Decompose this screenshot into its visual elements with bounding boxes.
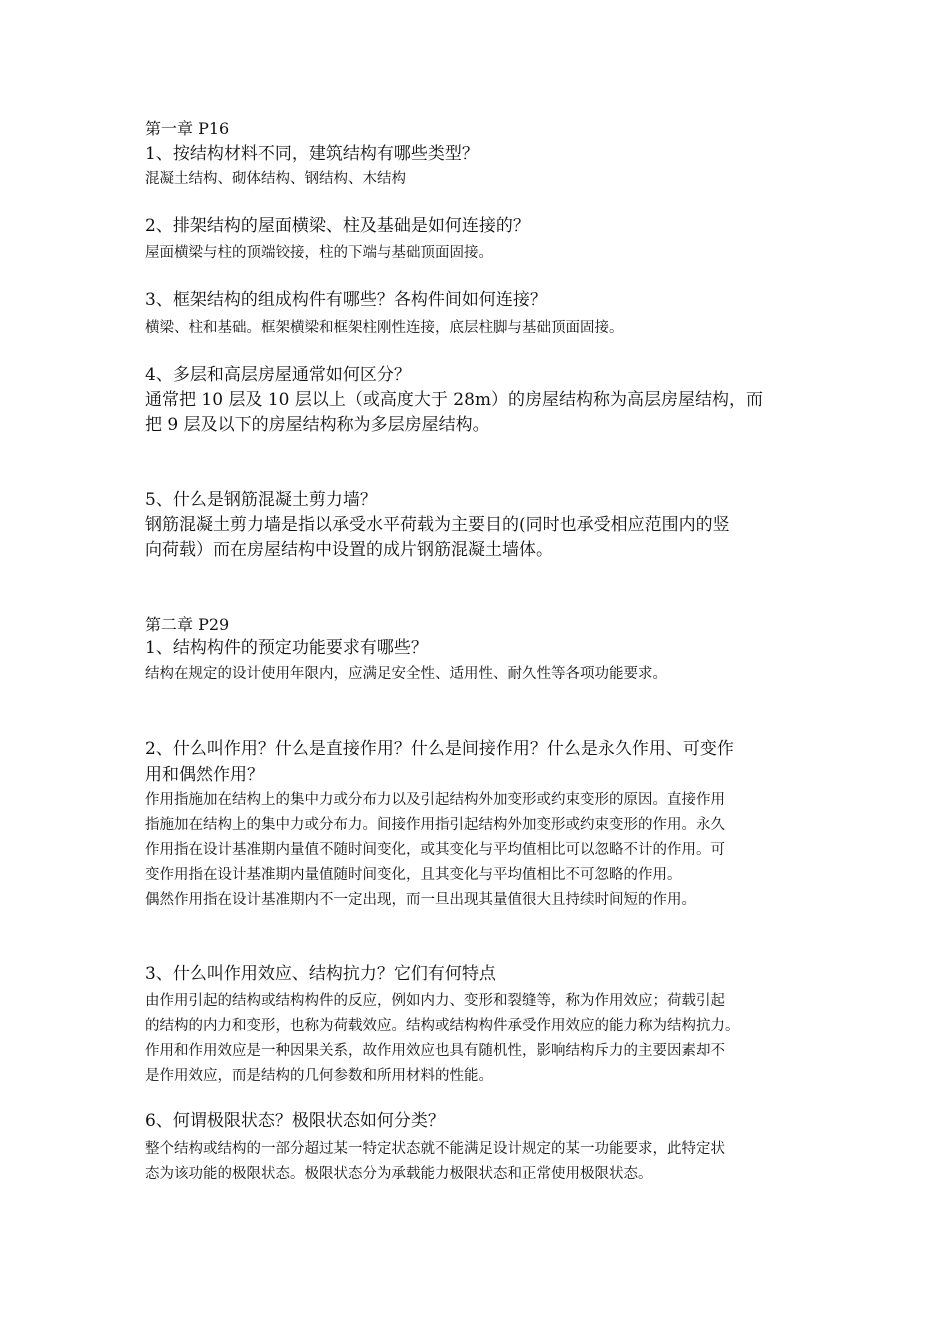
- ch2-q3-answer-line-3: 作用和作用效应是一种因果关系，故作用效应也具有随机性，影响结构斥力的主要因素却不: [145, 1043, 725, 1059]
- ch1-q1-answer: 混凝土结构、砌体结构、钢结构、木结构: [145, 171, 406, 187]
- ch1-q5-answer-line-1: 钢筋混凝土剪力墙是指以承受水平荷载为主要目的(同时也承受相应范围内的竖: [145, 515, 730, 535]
- ch2-q3-answer-line-1: 由作用引起的结构或结构构件的反应，例如内力、变形和裂缝等，称为作用效应；荷载引起: [145, 993, 725, 1009]
- ch1-q4-answer-line-2: 把 9 层及以下的房屋结构称为多层房屋结构。: [145, 415, 490, 435]
- ch1-q5-answer-line-2: 向荷载）而在房屋结构中设置的成片钢筋混凝土墙体。: [145, 540, 553, 560]
- ch2-q3-question: 3、什么叫作用效应、结构抗力？它们有何特点: [145, 964, 496, 984]
- ch1-q3-question: 3、框架结构的组成构件有哪些？各构件间如何连接？: [145, 290, 547, 310]
- ch2-q2-answer-line-4: 变作用指在设计基准期内量值随时间变化，且其变化与平均值相比不可忽略的作用。: [145, 867, 682, 883]
- chapter-1-title: 第一章 P16: [145, 119, 230, 138]
- ch2-q2-answer-line-2: 指施加在结构上的集中力或分布力。间接作用指引起结构外加变形或约束变形的作用。永久: [145, 817, 725, 833]
- ch2-q1-question: 1、结构构件的预定功能要求有哪些？: [145, 638, 428, 658]
- ch2-q2-answer-line-1: 作用指施加在结构上的集中力或分布力以及引起结构外加变形或约束变形的原因。直接作用: [145, 792, 725, 808]
- ch1-q1-question: 1、按结构材料不同，建筑结构有哪些类型？: [145, 144, 479, 164]
- ch2-q2-answer-line-3: 作用指在设计基准期内量值不随时间变化，或其变化与平均值相比可以忽略不计的作用。可: [145, 842, 725, 858]
- ch2-q6-question: 6、何谓极限状态？极限状态如何分类？: [145, 1111, 445, 1131]
- ch2-q6-answer-line-2: 态为该功能的极限状态。极限状态分为承载能力极限状态和正常使用极限状态。: [145, 1166, 653, 1182]
- ch1-q5-question: 5、什么是钢筋混凝土剪力墙？: [145, 490, 377, 510]
- ch1-q2-answer: 屋面横梁与柱的顶端铰接，柱的下端与基础顶面固接。: [145, 245, 493, 261]
- ch1-q2-question: 2、排架结构的屋面横梁、柱及基础是如何连接的？: [145, 216, 530, 236]
- chapter-2-title: 第二章 P29: [145, 615, 230, 634]
- ch2-q2-answer-line-5: 偶然作用指在设计基准期内不一定出现，而一旦出现其量值很大且持续时间短的作用。: [145, 892, 696, 908]
- ch2-q2-question-line-2: 用和偶然作用？: [145, 765, 264, 785]
- ch1-q4-question: 4、多层和高层房屋通常如何区分？: [145, 365, 411, 385]
- ch1-q4-answer-line-1: 通常把 10 层及 10 层以上（或高度大于 28m）的房屋结构称为高层房屋结构，而: [145, 390, 764, 410]
- ch1-q3-answer: 横梁、柱和基础。框架横梁和框架柱刚性连接，底层柱脚与基础顶面固接。: [145, 320, 624, 336]
- ch2-q1-answer: 结构在规定的设计使用年限内，应满足安全性、适用性、耐久性等各项功能要求。: [145, 666, 667, 682]
- ch2-q3-answer-line-4: 是作用效应，而是结构的几何参数和所用材料的性能。: [145, 1068, 493, 1084]
- ch2-q2-question-line-1: 2、什么叫作用？什么是直接作用？什么是间接作用？什么是永久作用、可变作: [145, 739, 734, 759]
- ch2-q6-answer-line-1: 整个结构或结构的一部分超过某一特定状态就不能满足设计规定的某一功能要求，此特定状: [145, 1141, 725, 1157]
- ch2-q3-answer-line-2: 的结构的内力和变形，也称为荷载效应。结构或结构构件承受作用效应的能力称为结构抗力。: [145, 1018, 740, 1034]
